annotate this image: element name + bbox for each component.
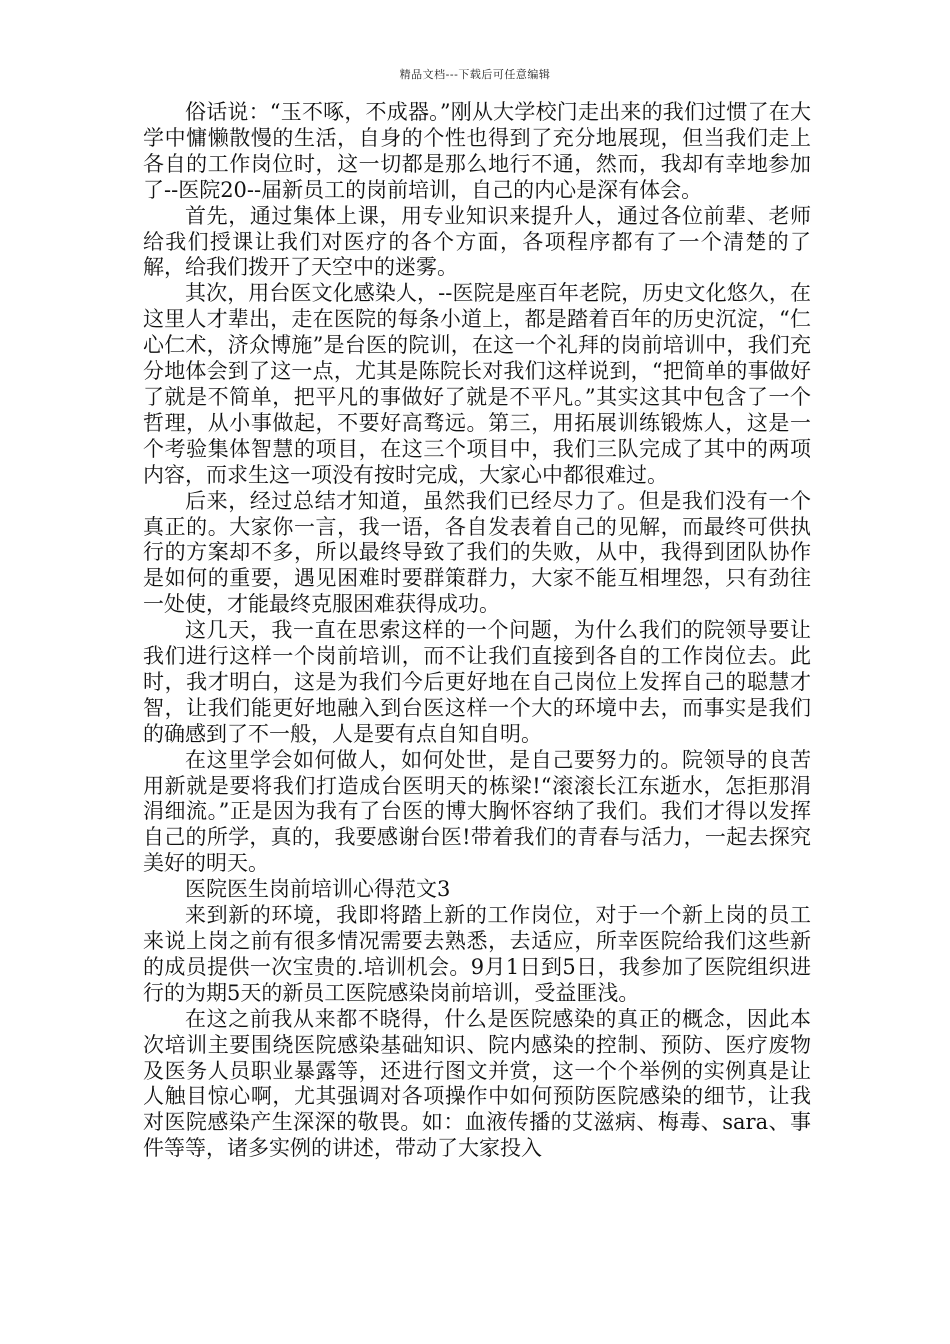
paragraph: 其次，用台医文化感染人，--医院是座百年老院，历史文化悠久，在这里人才辈出，走在医院的每条小道上，都是踏着百年的历史沉淀，“仁心仁术，济众博施”是台医的院训，在这一个礼拜的岗前培训中，我们充分地体会到了这一点，尤其是陈院长对我们这样说到，“把简单的事做好了就是不简单，把平凡的事做好了就是不平凡。”其实这其中包含了一个哲理，从小事做起，不要好高骛远。第三，用拓展训练锻炼人，这是一个考验集体智慧的项目，在这三个项目中，我们三队完成了其中的两项内容，而求生这一项没有按时完成，大家心中都很难过。: [143, 281, 811, 487]
document-body: [143, 100, 811, 1162]
paragraph: 俗话说：“玉不啄，不成器。”刚从大学校门走出来的我们过惯了在大学中慵懒散慢的生活，自身的个性也得到了充分地展现，但当我们走上各自的工作岗位时，这一切都是那么地行不通，然而，我却有幸地参加了--医院20--届新员工的岗前培训，自己的内心是深有体会。: [143, 100, 811, 202]
paragraph: 首先，通过集体上课，用专业知识来提升人，通过各位前辈、老师给我们授课让我们对医疗的各个方面，各项程序都有了一个清楚的了解，给我们拨开了天空中的迷雾。: [143, 203, 811, 280]
section-title: 医院医生岗前培训心得范文3: [185, 877, 451, 902]
paragraph: 来到新的环境，我即将踏上新的工作岗位，对于一个新上岗的员工来说上岗之前有很多情况需要去熟悉，去适应，所幸医院给我们这些新的成员提供一次宝贵的.培训机会。9月1日到5日，我参加了医院组织进行的为期5天的新员工医院感染岗前培训，受益匪浅。: [143, 903, 811, 1005]
paragraph: 后来，经过总结才知道，虽然我们已经尽力了。但是我们没有一个真正的。大家你一言，我一语，各自发表着自己的见解，而最终可供执行的方案却不多，所以最终导致了我们的失败，从中，我得到团队协作是如何的重要，遇见困难时要群策群力，大家不能互相埋怨，只有劲往一处使，才能最终克服困难获得成功。: [143, 488, 811, 617]
page-header: 精品文档---下载后可任意编辑: [399, 68, 551, 81]
paragraph: 这几天，我一直在思索这样的一个问题，为什么我们的院领导要让我们进行这样一个岗前培训，而不让我们直接到各自的工作岗位去。此时，我才明白，这是为我们今后更好地在自己岗位上发挥自己的聪慧才智，让我们能更好地融入到台医这样一个大的环境中去，而事实是我们的确感到了不一般，人是要有点自知自明。: [143, 618, 811, 746]
paragraph: 在这之前我从来都不晓得，什么是医院感染的真正的概念，因此本次培训主要围绕医院感染基础知识、院内感染的控制、预防、医疗废物及医务人员职业暴露等，还进行图文并赏，这一个个举例的实例真是让人触目惊心啊，尤其强调对各项操作中如何预防医院感染的细节，让我对医院感染产生深深的敬畏。如：血液传播的艾滋病、梅毒、sara、事件等等，诸多实例的讲述，带动了大家投入: [143, 1006, 811, 1161]
paragraph: 在这里学会如何做人，如何处世，是自己要努力的。院领导的良苦用新就是要将我们打造成台医明天的栋梁!“滚滚长江东逝水，怎拒那涓涓细流。”正是因为我有了台医的博大胸怀容纳了我们。我们才得以发挥自己的所学，真的，我要感谢台医!带着我们的青春与活力，一起去探究美好的明天。: [143, 747, 811, 876]
